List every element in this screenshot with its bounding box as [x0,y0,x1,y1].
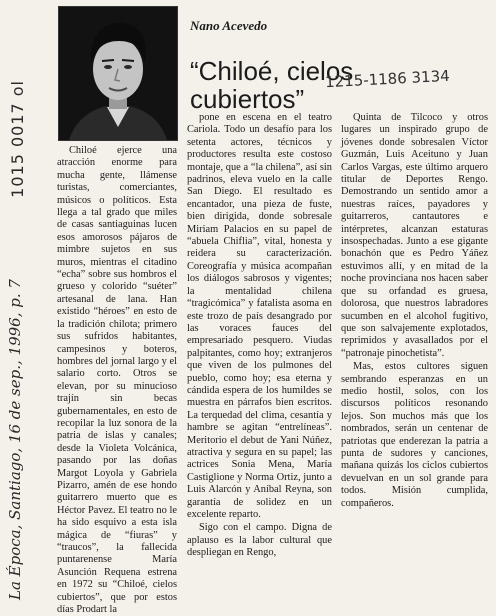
handwritten-catalog-number: 1215-1186 3134 [324,66,451,92]
portrait-illustration [59,7,177,140]
handwritten-margin-note-source: La Época, Santiago, 16 de sep., 1996, p. 7 [6,279,24,600]
author-portrait-photo [58,6,178,141]
article-column-2 [187,112,332,595]
article-column-1 [57,145,177,616]
article-column-3 [341,112,488,595]
paragraph: Quinta de Tilcoco y otros lugares un inspirado grupo de jóvenes donde sobresalen Víctor Guzmán, Luis Aceituno y Juan Carlos Vargas, este último arquero titular de Deportes Rengo. Demostrando un sentido amor a nuestras raíces, payadores y guitarreros, cantautores e intérpretes, alcanzan estaturas insospechadas. Junto a ese gigante bonachón que es Pedro Yáñez estuvimos allí, y en mitad de la noche provinciana nos hacen saber que su orfandad es gruesa, dolorosa, que nuestros labradores sucumben en el alcohol fugitivo, que son salvajemente explotados, reprimidos y avasallados por el “patronaje pinochetista”. [341,112,488,359]
article-byline: Nano Acevedo [190,18,268,33]
paragraph: Sigo con el campo. Digna de aplauso es la labor cultural que despliegan en Rengo, [187,522,332,559]
paragraph: pone en escena en el teatro Cariola. Todo un desafío para los setenta actores, técnicos y productores resulta este costoso montaje, que a “la chilena”, así sin padrinos, eleva vuelo en la calle San Diego. El resultado es encantador, una pieza de fuste, bien dirigida, donde sobresale Miriam Palacios en su papel de “abuela Chiflia”, vital, honesta y reidera su caracterización. Coreografía y música acompañan los diálogos sabrosos y vigentes; la mentalidad chilena “tragicómica” y fatalista asoma en este trozo de país desangrado por las voraces fauces del empresariado pesquero. Viudas palpitantes, como hoy; extranjeros que viven de los pulmones del pueblo, como hoy; esa eterna y cándida espera de los humildes se muestra en párrafos bien escritos. La terquedad del clima, cesantía y hambre se agitan “entrelíneas”. Meritorio el debut de Yani Núñez, atractiva y segura en su papel; las actrices Sonia Mena, María Castiglione y Norma Ortiz, junto a Luis Alarcón y Aníbal Reyna, son garantía de solidez en un excelente reparto. [187,112,332,520]
handwritten-margin-note-top: 1015 0017 ol [8,80,27,198]
paragraph: Chiloé ejerce una atracción enorme para mucha gente, llámense turistas, comerciantes, músicos o políticos. Esta llega a tal grado que miles de casas santiaguinas lucen esos amorosos pájaros de mimbre sujetos en sus muros, mientras el citadino “echa” sobre sus hombros el grueso y colorido “suéter” artesanal de lana. Han existido “héroes” en esto de la tradición chilota; primero sus sufridos habitantes, campesinos y boteros, hombres del jornal largo y el salario corto. Otros se elevan, por su minucioso trajín sin becas gubernamentales, en esto de recopilar la luz sonora de la patria de islas y canales; desde la Violeta Volcánica, pasando por las doñas Margot Loyola y Gabriela Pizarro, amén de ese hondo guitarrero muerto que es Héctor Pavez. El teatro no le ha sido esquivo a esta isla mágica de “fiuras” y “traucos”, la fallecida puntarenense María Asunción Requena estrena en 1972 su “Chiloé, cielos cubiertos”, que por estos días Prodart la [57,145,177,616]
paragraph: Mas, estos cultores siguen sembrando esperanzas en un medio hostil, solos, con los discursos políticos resonando lejos. Son muchos más que los nombrados, serán un centenar de patriotas que enderezan la patria a punta de sudores y canciones, mañana quizás los ciclos cubiertos devuelvan en un sol grande para todos. Misión cumplida, compañeros. [341,361,488,509]
article-headline: “Chiloé, cielos cubiertos” [190,56,354,115]
